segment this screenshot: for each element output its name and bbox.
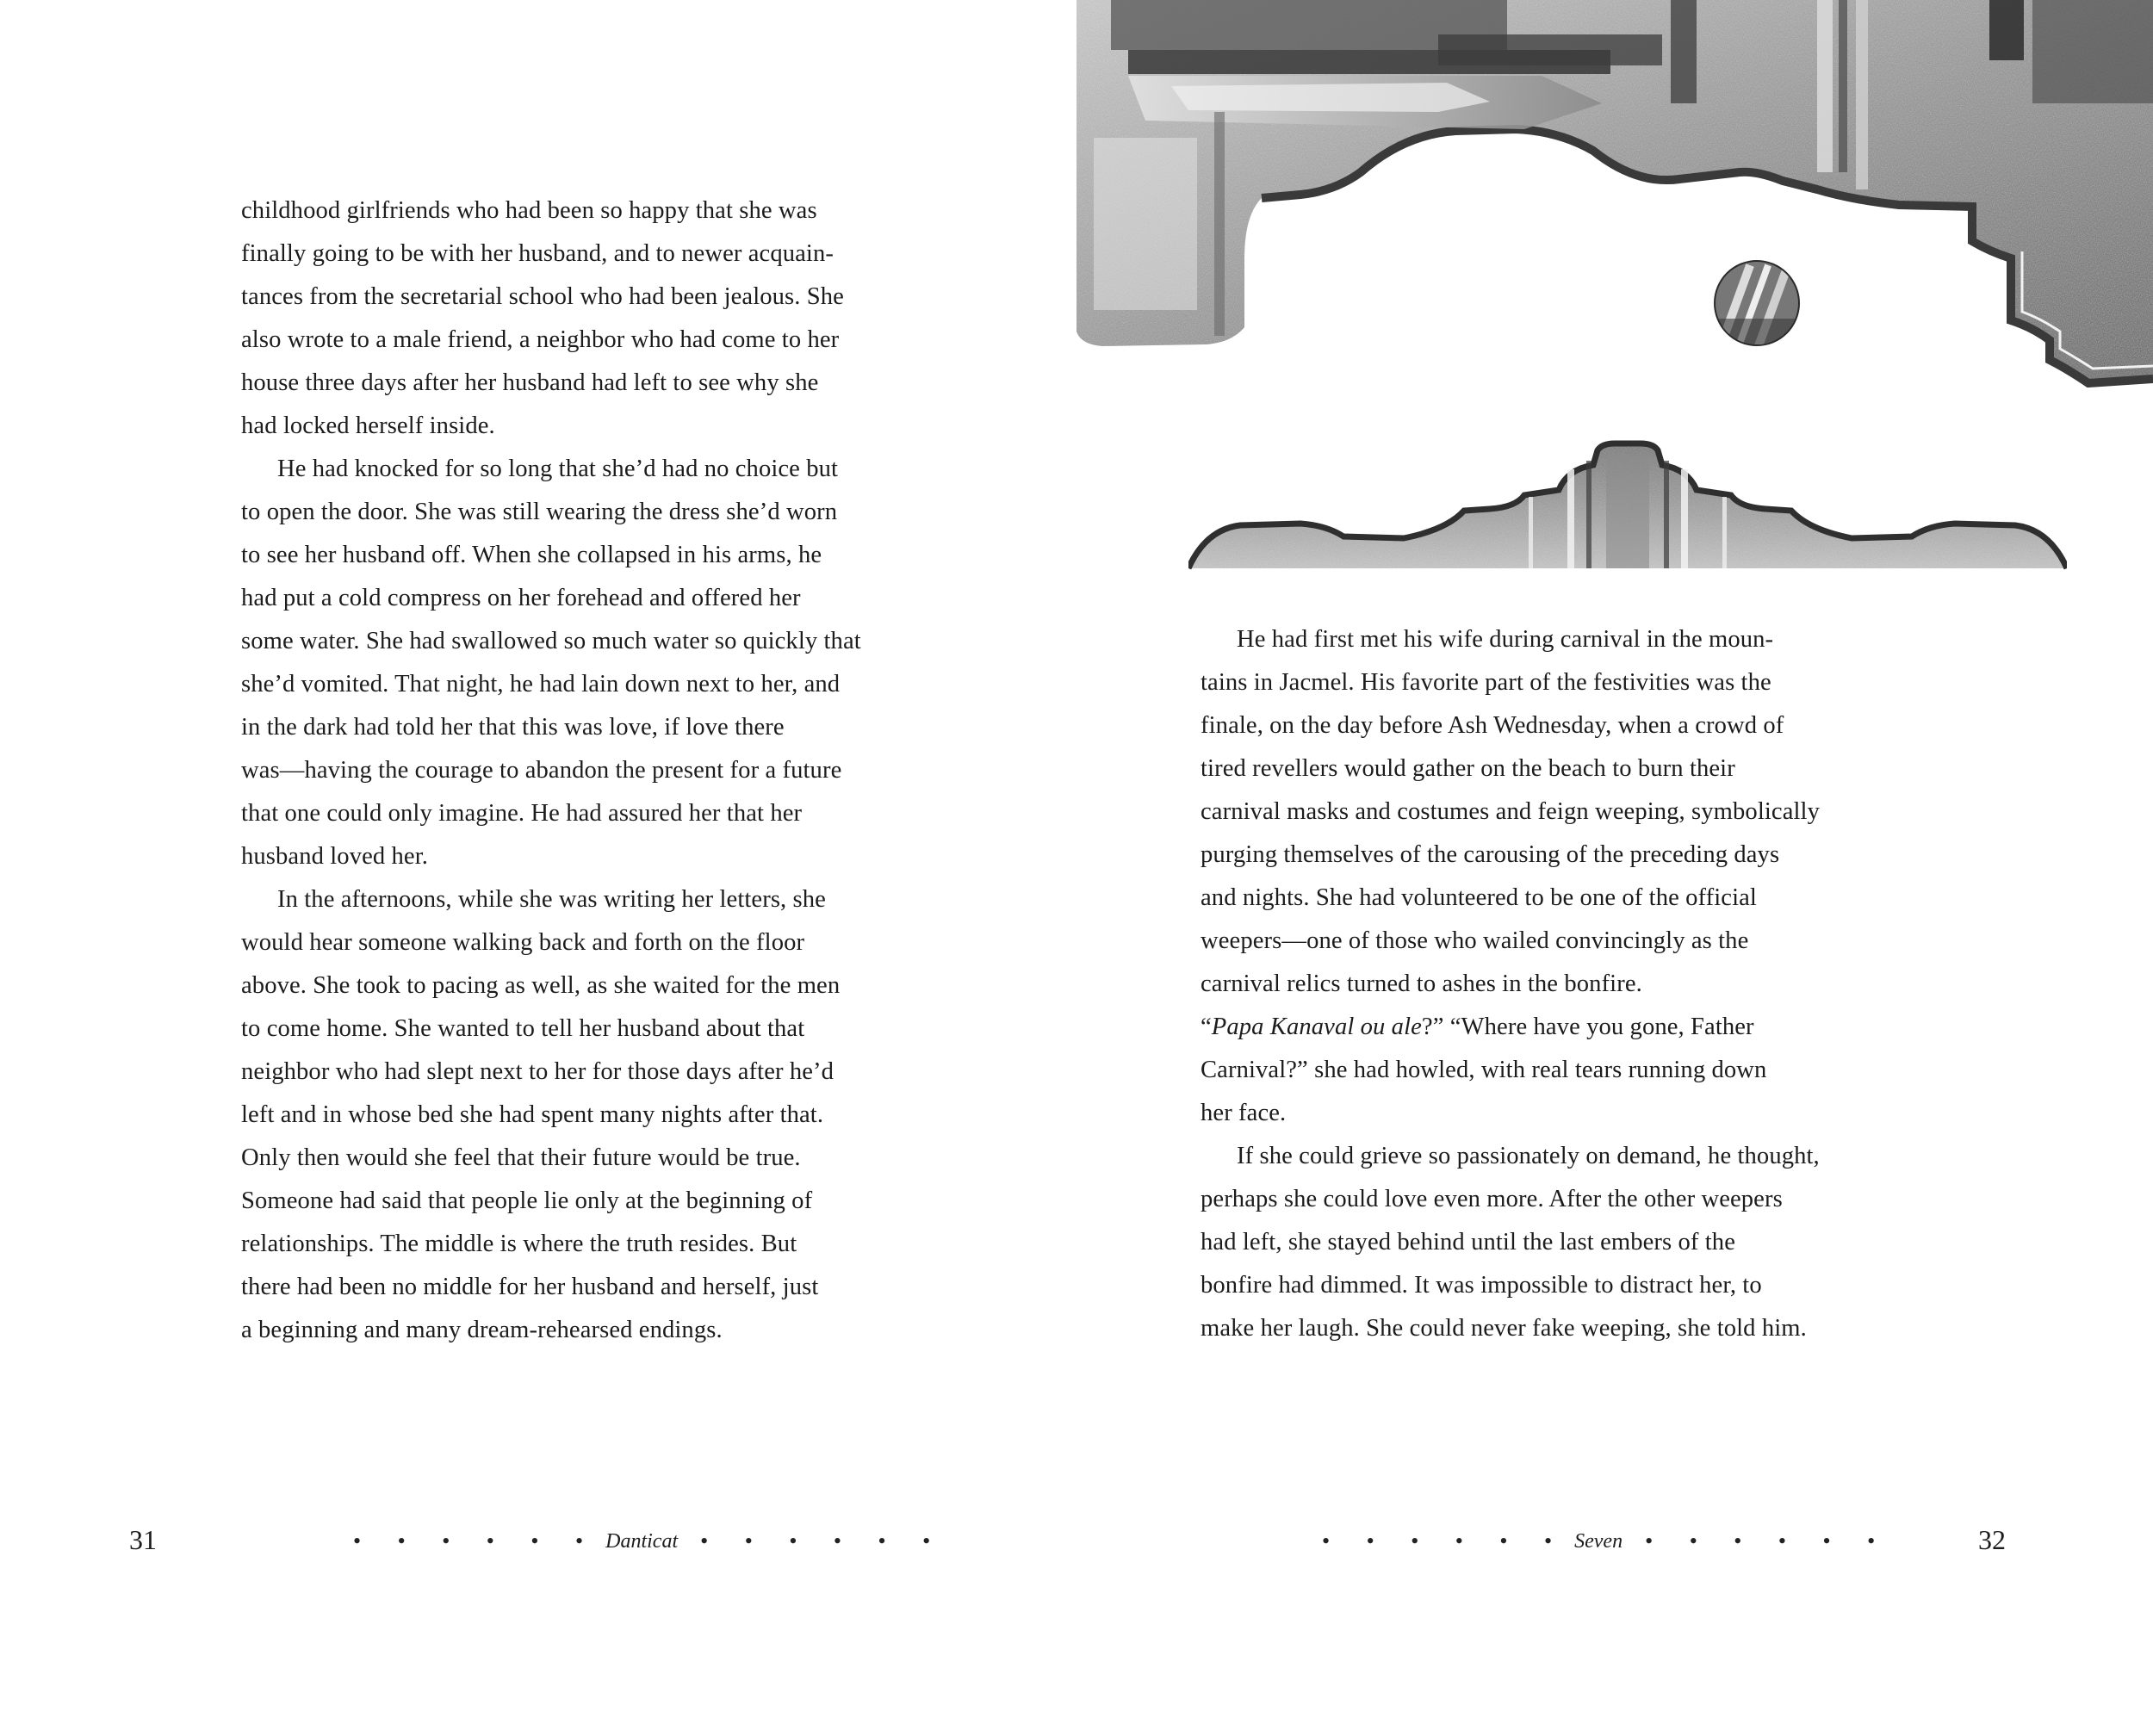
right-p1-line-7: and nights. She had volunteered to be one of the official — [1201, 884, 1757, 911]
left-p1-line-5: house three days after her husband had left to see why she — [241, 369, 819, 396]
right-p3-line-5: make her laugh. She could never fake weeping, she told him. — [1201, 1315, 1807, 1342]
right-p3-line-1: If she could grieve so passionately on demand, he thought, — [1237, 1143, 1820, 1169]
left-p3-line-7: Only then would she feel that their future would be true. — [241, 1144, 801, 1171]
ornament-dots-right-a: • • • • • • — [1322, 1528, 1568, 1553]
right-p3-line-4: bonfire had dimmed. It was impossible to distract her, to — [1201, 1272, 1762, 1299]
left-p1-line-1: childhood girlfriends who had been so happy that she was — [241, 197, 817, 224]
left-p2-line-1: He had knocked for so long that she’d had no choice but — [277, 456, 839, 482]
left-p3-line-5: neighbor who had slept next to her for those days after he’d — [241, 1058, 835, 1085]
running-head-right — [1322, 1524, 1890, 1559]
decorative-architecture-illustration-top — [1076, 0, 2153, 388]
left-p3-line-9: relationships. The middle is where the truth resides. But — [241, 1231, 797, 1257]
left-p1-line-6: had locked herself inside. — [241, 412, 495, 439]
left-p2-line-2: to open the door. She was still wearing the dress she’d worn — [241, 499, 838, 525]
right-p3-line-2: perhaps she could love even more. After the other weepers — [1201, 1186, 1783, 1212]
right-p3-line-3: had left, she stayed behind until the last embers of the — [1201, 1229, 1735, 1256]
page-number-right: 32 — [1978, 1524, 2006, 1555]
decorative-architecture-illustration-bottom — [1188, 435, 2067, 573]
left-p3-line-1: In the afternoons, while she was writing her letters, she — [277, 886, 826, 913]
left-p3-line-3: above. She took to pacing as well, as she waited for the men — [241, 972, 841, 999]
right-p2-line-3: her face. — [1201, 1100, 1287, 1126]
ornament-dots-left-a: • • • • • • — [353, 1528, 599, 1553]
running-head-left — [353, 1524, 946, 1559]
ornament-dots-left-b: • • • • • • — [700, 1528, 946, 1553]
left-p2-line-9: that one could only imagine. He had assured her that her — [241, 800, 803, 827]
right-p1-line-2: tains in Jacmel. His favorite part of the festivities was the — [1201, 669, 1771, 696]
right-p2-line-2: Carnival?” she had howled, with real tears running down — [1201, 1057, 1767, 1083]
running-head-author: Danticat — [605, 1530, 679, 1553]
left-p3-line-11: a beginning and many dream-rehearsed endings. — [241, 1317, 723, 1343]
right-p1-line-1: He had first met his wife during carnival in the moun- — [1237, 626, 1774, 653]
left-page-body — [241, 189, 999, 1352]
left-p2-line-7: in the dark had told her that this was love, if love there — [241, 714, 785, 741]
left-p1-line-3: tances from the secretarial school who had been jealous. She — [241, 283, 844, 310]
right-p1-line-4: tired revellers would gather on the beach to burn their — [1201, 755, 1735, 782]
left-p2-line-4: had put a cold compress on her forehead and offered her — [241, 585, 801, 611]
left-p3-line-6: left and in whose bed she had spent many nights after that. — [241, 1101, 824, 1128]
page-number-left: 31 — [129, 1524, 157, 1555]
right-p1-line-9: carnival relics turned to ashes in the bonfire. — [1201, 970, 1642, 997]
left-p2-line-3: to see her husband off. When she collapsed in his arms, he — [241, 542, 822, 568]
left-p3-line-4: to come home. She wanted to tell her husband about that — [241, 1015, 805, 1042]
left-p3-line-10: there had been no middle for her husband and herself, just — [241, 1274, 819, 1300]
left-p2-line-6: she’d vomited. That night, he had lain down next to her, and — [241, 671, 841, 698]
left-p3-line-8: Someone had said that people lie only at the beginning of — [241, 1187, 813, 1214]
right-p1-line-3: finale, on the day before Ash Wednesday, when a crowd of — [1201, 712, 1784, 739]
left-p1-line-2: finally going to be with her husband, and to newer acquain- — [241, 240, 834, 267]
left-p3-line-2: would hear someone walking back and forth on the floor — [241, 929, 805, 956]
running-head-title: Seven — [1574, 1530, 1623, 1553]
right-p1-line-8: weepers—one of those who wailed convincingly as the — [1201, 927, 1749, 954]
left-p2-line-8: was—having the courage to abandon the present for a future — [241, 757, 842, 784]
left-p2-line-10: husband loved her. — [241, 843, 429, 870]
ornament-dots-right-b: • • • • • • — [1645, 1528, 1891, 1553]
right-p1-line-5: carnival masks and costumes and feign weeping, symbolically — [1201, 798, 1820, 825]
left-p2-line-5: some water. She had swallowed so much water so quickly that — [241, 628, 861, 654]
right-p2-line-1: “Papa Kanaval ou ale?” “Where have you gone, Father — [1201, 1014, 1754, 1040]
right-page-body — [1201, 618, 1958, 1350]
left-p1-line-4: also wrote to a male friend, a neighbor who had come to her — [241, 326, 840, 353]
right-p1-line-6: purging themselves of the carousing of the preceding days — [1201, 841, 1780, 868]
